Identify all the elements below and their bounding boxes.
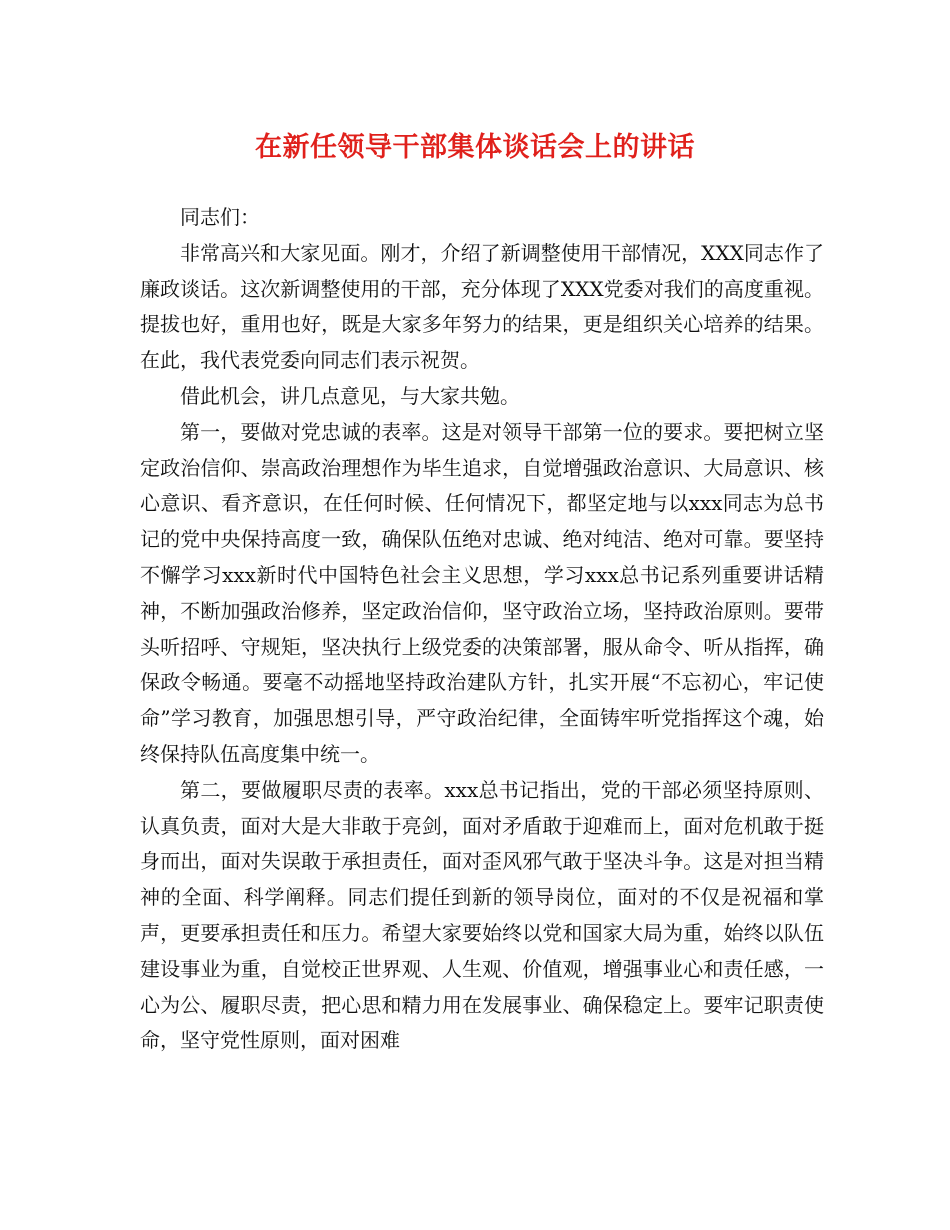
salutation-paragraph: 同志们： xyxy=(180,205,260,229)
document-body xyxy=(140,200,824,1059)
point-one-paragraph: 第一，要做对党忠诚的表率。这是对领导干部第一位的要求。要把树立坚定政治信仰、崇高政治理想作为毕生追求，自觉增强政治意识、大局意识、核心意识、看齐意识，在任何时候、任何情况下，都坚定地与以xxx同志为总书记的党中央保持高度一致，确保队伍绝对忠诚、绝对纯洁、绝对可靠。要坚持不懈学习xxx新时代中国特色社会主义思想，学习xxx总书记系列重要讲话精神，不断加强政治修养，坚定政治信仰，坚守政治立场，坚持政治原则。要带头听招呼、守规矩，坚决执行上级党委的决策部署，服从命令、听从指挥，确保政令畅通。要毫不动摇地坚持政治建队方针，扎实开展“不忘初心，牢记使命”学习教育，加强思想引导，严守政治纪律，全面铸牢听党指挥这个魂，始终保持队伍高度集中统一。 xyxy=(140,419,824,766)
opening-paragraph: 非常高兴和大家见面。刚才，介绍了新调整使用干部情况，XXX同志作了廉政谈话。这次新调整使用的干部，充分体现了XXX党委对我们的高度重视。提拔也好，重用也好，既是大家多年努力的结果，更是组织关心培养的结果。在此，我代表党委向同志们表示祝贺。 xyxy=(140,240,824,373)
transition-paragraph: 借此机会，讲几点意见，与大家共勉。 xyxy=(180,383,520,408)
point-two-paragraph: 第二，要做履职尽责的表率。xxx总书记指出，党的干部必须坚持原则、认真负责，面对大是大非敢于亮剑，面对矛盾敢于迎难而上，面对危机敢于挺身而出，面对失误敢于承担责任，面对歪风邪气敢于坚决斗争。这是对担当精神的全面、科学阐释。同志们提任到新的领导岗位，面对的不仅是祝福和掌声，更要承担责任和压力。希望大家要始终以党和国家大局为重，始终以队伍建设事业为重，自觉校正世界观、人生观、价值观，增强事业心和责任感，一心为公、履职尽责，把心思和精力用在发展事业、确保稳定上。要牢记职责使命，坚守党性原则，面对困难 xyxy=(140,777,824,1053)
document-title: 在新任领导干部集体谈话会上的讲话 xyxy=(255,132,695,163)
